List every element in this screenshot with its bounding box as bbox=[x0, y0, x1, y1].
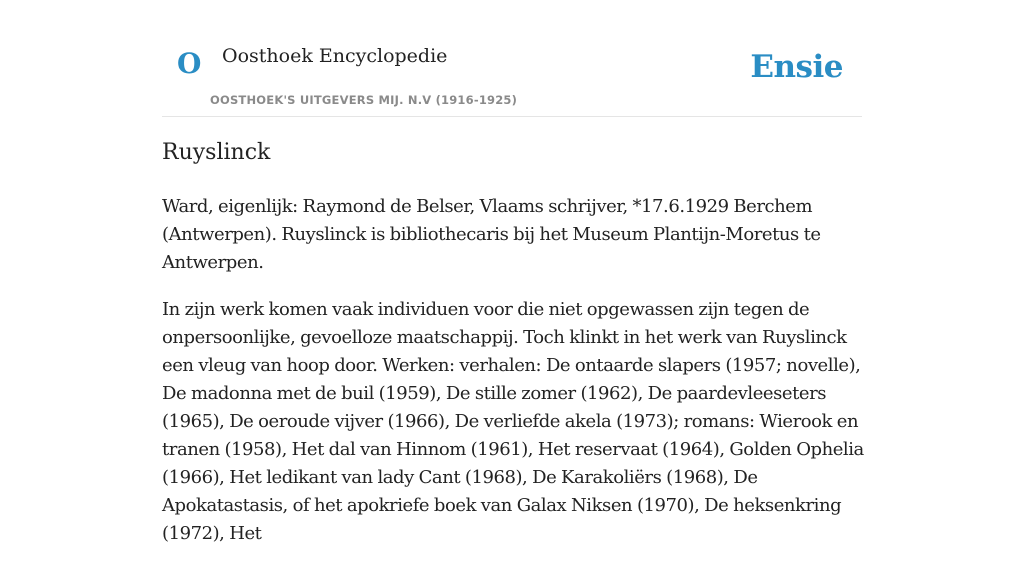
page-container bbox=[162, 0, 864, 544]
entry-paragraph: In zijn werk komen vaak individuen voor die niet opgewassen zijn tegen de onpersoonlijke, gevoelloze maatschappij. Toch klinkt in het werk van Ruyslinck een vleug van hoop door. Werken: verhalen: De ontaarde slapers (1957; novelle), De madonna met de buil (1959), De stille zomer (1962), De paardevleeseters (1965), De oeroude vijver (1966), De verliefde akela (1973); romans: Wierook en tranen (1958), Het dal van Hinnom (1961), Het reservaat (1964), Golden Ophelia (1966), Het ledikant van lady Cant (1968), De Karakoliërs (1968), De Apokatastasis, of het apokriefe boek van Galax Niksen (1970), De heksenkring (1972), Het bbox=[162, 299, 864, 544]
site-title-link[interactable]: Oosthoek Encyclopedie bbox=[222, 45, 448, 67]
entry-title: Ruyslinck bbox=[162, 140, 271, 165]
logo-icon[interactable]: O bbox=[177, 47, 202, 80]
entry-paragraph: Ward, eigenlijk: Raymond de Belser, Vlaams schrijver, *17.6.1929 Berchem (Antwerpen). Ruyslinck is bibliothecaris bij het Museum Plantijn-Moretus te Antwerpen. bbox=[162, 196, 821, 273]
site-subtitle: OOSTHOEK'S UITGEVERS MIJ. N.V (1916-1925) bbox=[210, 93, 518, 107]
site-header bbox=[162, 0, 862, 117]
entry-body bbox=[162, 193, 866, 567]
brand-logo-link[interactable]: Ensie bbox=[750, 49, 843, 85]
